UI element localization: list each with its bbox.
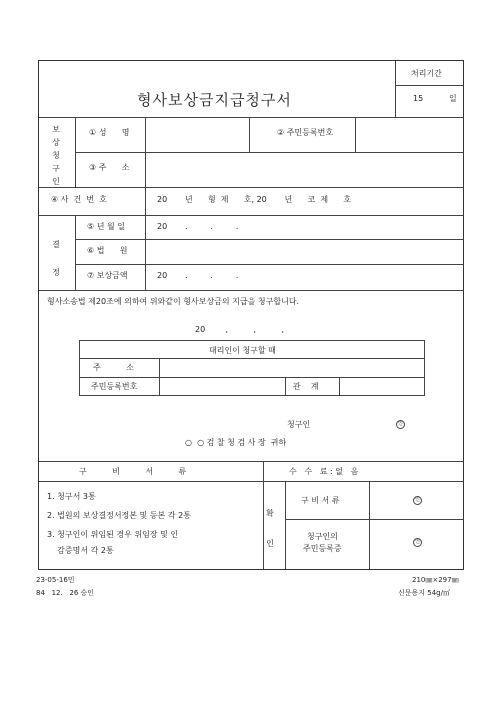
seal-mark-1: 인	[396, 420, 405, 429]
case-number-value: 20 년 형 제 호, 20 년 코 제 호	[157, 195, 352, 204]
processing-period-days: 15	[413, 94, 424, 103]
statement-date: 20 , , ,	[195, 325, 285, 334]
decision-date-label: ⑤ 년 월 일	[87, 222, 125, 231]
seal-mark-2: 인	[413, 496, 422, 505]
decision-section-label: 결정	[52, 240, 60, 277]
addressee: ○ ○ 검 찰 청 검 사 장 귀하	[185, 438, 287, 447]
claimant-signature-label: 청구인	[287, 420, 311, 429]
required-documents-header: 구 비 서 류	[79, 467, 187, 476]
decision-date-value: 20 . . .	[157, 222, 239, 231]
fee-label: 수 수 료 : 없 음	[289, 467, 359, 476]
seal-mark-3: 인	[413, 538, 422, 547]
confirm-documents-label: 구 비 서 류	[301, 496, 340, 505]
rrn-label: ② 주민등록번호	[277, 128, 334, 137]
address-label: ③ 주 소	[89, 163, 130, 172]
document-item-2: 2. 법원의 보상결정서정본 및 등본 각 2통	[47, 511, 191, 520]
document-item-3-cont: 감증명서 각 2통	[47, 546, 114, 555]
processing-period-label: 처리기간	[411, 69, 442, 78]
footer-paper-size: 210㎜×297㎜	[412, 576, 459, 584]
claim-form	[38, 60, 464, 570]
confirmation-label: 확인	[266, 509, 274, 548]
document-item-3: 3. 청구인이 위임된 경우 위임장 및 인	[47, 530, 179, 539]
processing-period-unit: 일	[449, 94, 457, 103]
compensation-amount-value: 20 . . .	[157, 271, 239, 280]
confirm-id-label-1: 청구인의	[307, 532, 338, 541]
agent-relation-label: 관 계	[293, 382, 319, 391]
agent-rrn-label: 주민등록번호	[91, 382, 138, 391]
claimant-section-label: 보상청구인	[52, 125, 60, 186]
form-title: 형사보상금지급청구서	[137, 91, 292, 109]
confirm-id-label-2: 주민등록증	[303, 544, 342, 553]
claim-statement: 형사소송법 제20조에 의하여 위와같이 형사보상금의 지급을 청구합니다.	[47, 297, 300, 306]
court-label: ⑥ 법 원	[87, 246, 128, 255]
footer-form-code: 23-05-16민	[36, 576, 75, 584]
footer-approval: 84 12. 26 승인	[36, 589, 95, 597]
case-number-label: ④ 사 건 번 호	[51, 195, 107, 204]
compensation-amount-label: ⑦ 보상금액	[87, 271, 128, 280]
agent-header: 대리인이 청구할 때	[209, 346, 276, 355]
agent-address-label: 주 소	[93, 363, 134, 372]
footer-paper-type: 신문용지 54g/㎡	[398, 589, 450, 597]
name-label: ① 성 명	[89, 128, 130, 137]
document-item-1: 1. 청구서 3통	[47, 492, 96, 501]
